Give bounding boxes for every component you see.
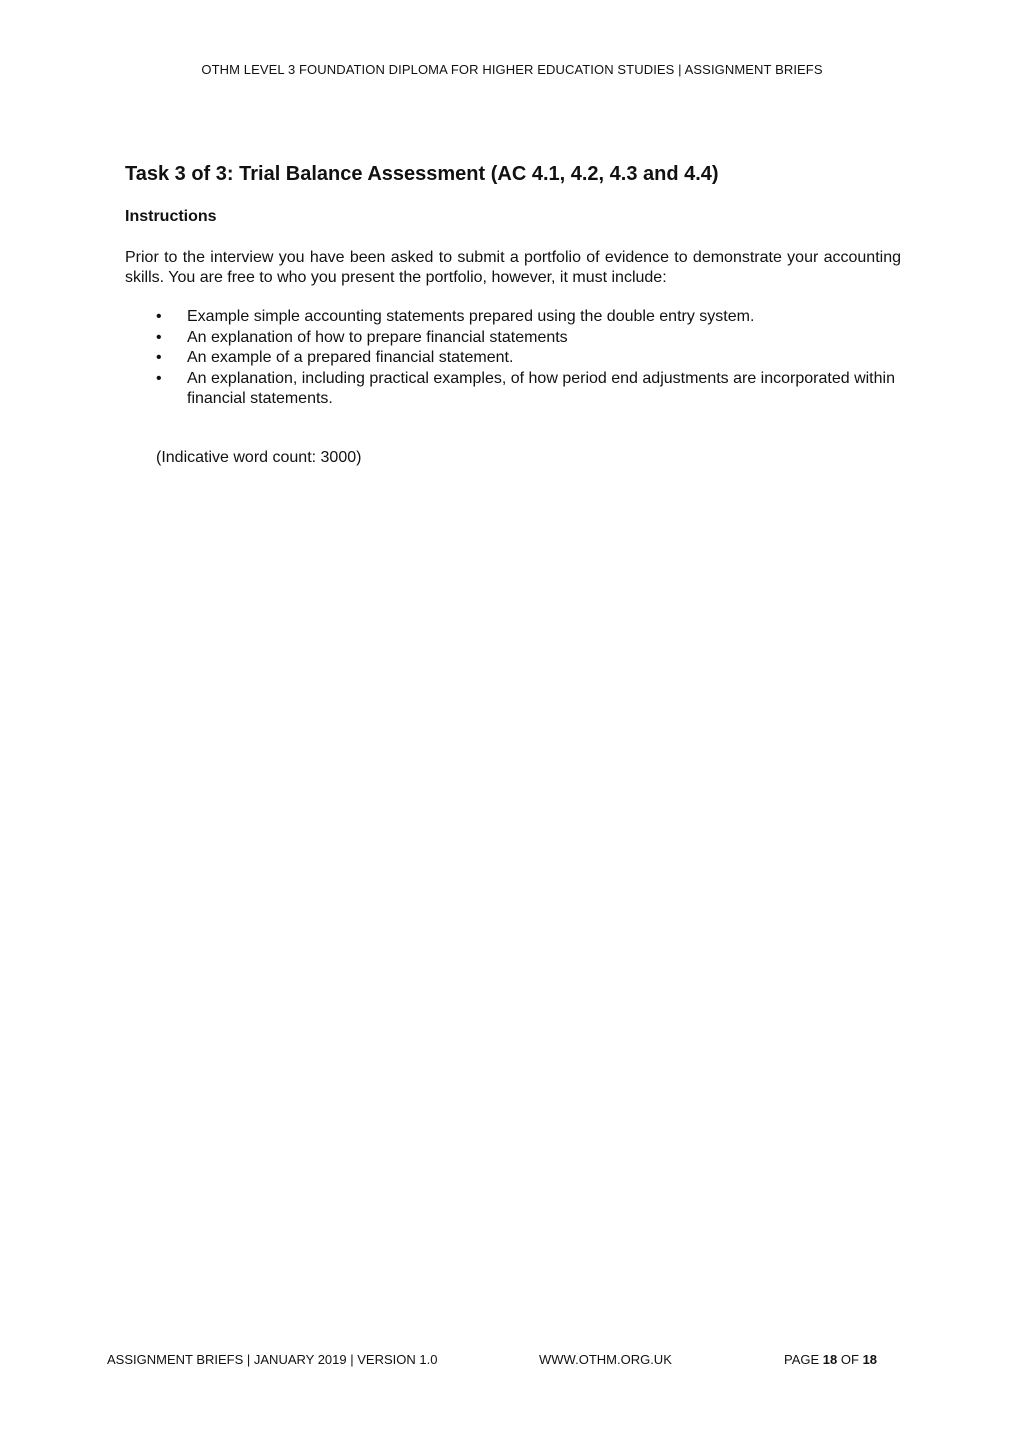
page-header: OTHM LEVEL 3 FOUNDATION DIPLOMA FOR HIGHER EDUCATION STUDIES | ASSIGNMENT BRIEFS: [201, 62, 823, 77]
bullet-icon: •: [156, 308, 162, 325]
task-heading: Task 3 of 3: Trial Balance Assessment (AC 4.1, 4.2, 4.3 and 4.4): [125, 163, 719, 185]
page-label: PAGE: [784, 1352, 820, 1367]
requirements-list: [125, 307, 901, 410]
page-total: 18: [862, 1352, 878, 1367]
list-item: [125, 328, 901, 349]
list-item-text: Example simple accounting statements prepared using the double entry system.: [187, 308, 755, 325]
bullet-icon: •: [156, 349, 162, 366]
bullet-icon: •: [156, 369, 162, 387]
list-item: [125, 369, 901, 410]
footer-document-info: ASSIGNMENT BRIEFS | JANUARY 2019 | VERSION 1.0: [107, 1352, 438, 1367]
page-number: [784, 1352, 877, 1367]
list-item-text: An explanation, including practical examples, of how period end adjustments are incorporated within financial statements.: [187, 369, 895, 407]
footer-website-link[interactable]: WWW.OTHM.ORG.UK: [539, 1352, 672, 1367]
list-item: [125, 348, 901, 369]
word-count-note: (Indicative word count: 3000): [156, 448, 362, 466]
page-of-label: OF: [840, 1352, 859, 1367]
list-item-text: An example of a prepared financial statement.: [187, 349, 514, 366]
task-content: [125, 160, 901, 468]
page-current: 18: [822, 1352, 838, 1367]
list-item: [125, 307, 901, 328]
bullet-icon: •: [156, 328, 162, 346]
intro-paragraph: Prior to the interview you have been asked to submit a portfolio of evidence to demonstrate your accounting skills. You are free to who you present the portfolio, however, it must include:: [125, 249, 901, 286]
page-footer: [107, 1352, 897, 1370]
list-item-text: An explanation of how to prepare financial statements: [187, 328, 568, 346]
instructions-heading: Instructions: [125, 208, 217, 225]
